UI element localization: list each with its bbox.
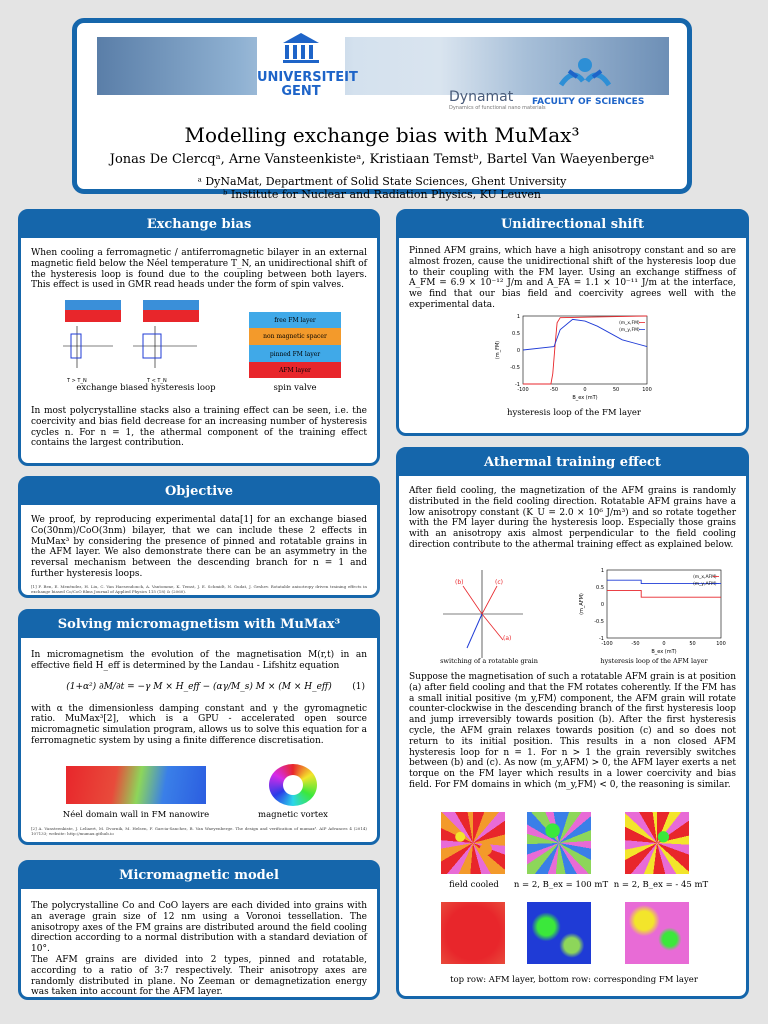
caption: n = 2, B_ex = - 45 mT xyxy=(613,880,709,890)
caption: spin valve xyxy=(273,383,317,393)
panel-title: Objective xyxy=(21,479,377,505)
paragraph: Suppose the magnetisation of such a rotatable AFM grain is at position (a) after field cooling and that the FM rotates coherently. If the FM has a small initial positive ⟨m_y,FM⟩ component, the AFM grain will rotate counter-clockwise in the descending branch of the first hysteresis loop and jump irreversibly towards position (b). After the first hysteresis cycle, the AFM grain relaxes towards position (c) and so does not return to its initial position. This results in a non closed AFM hysteresis loop for n = 1. For n > 1 the grain reversibly switches between (b) and (c). As now ⟨m_y,AFM⟩ > 0, the AFM layer exerts a net torque on the FM layer which results in a lower coercivity and bias field. For FM domains in which ⟨m_y,FM⟩ < 0, the reasoning is similar. xyxy=(409,672,736,790)
paragraph: with α the dimensionless damping constant and γ the gyromagnetic ratio. MuMax³[2], which is a GPU - accelerated open source micromagnetic simulation program, allows us to solve this equation for a ferromagnetic system by using a finite difference discretisation. xyxy=(31,703,367,746)
poster-title: Modelling exchange bias with MuMax³ xyxy=(184,123,580,147)
svg-text:(b): (b) xyxy=(455,579,464,586)
panel-title: Unidirectional shift xyxy=(399,212,746,238)
caption: exchange biased hysteresis loop xyxy=(76,383,216,393)
y-tick-label: 0.5 xyxy=(512,331,520,337)
afm-hysteresis-chart xyxy=(577,566,727,658)
faculty-label: FACULTY OF SCIENCES xyxy=(532,97,645,107)
panel-model xyxy=(18,860,380,1000)
x-tick-label: -100 xyxy=(517,387,529,393)
fm-map-field-cooled xyxy=(441,902,505,964)
afm-map-n2-neg xyxy=(625,812,689,874)
ugent-logo xyxy=(257,31,358,115)
plot-frame xyxy=(523,316,647,384)
paragraph: In micromagnetism the evolution of the magnetisation M(r,t) in an effective field H_eff is determined by the Landau - Lifshitz equation xyxy=(31,650,367,671)
sv-layer: non magnetic spacer xyxy=(249,328,341,345)
caption: top row: AFM layer, bottom row: corresponding FM layer xyxy=(450,975,698,985)
y-tick-label: -1 xyxy=(515,382,520,388)
faculty-logo-icon xyxy=(555,55,615,91)
ugent-building-icon xyxy=(281,31,321,65)
panel-title: Micromagnetic model xyxy=(21,863,377,889)
x-tick-label: -50 xyxy=(631,641,640,647)
caption: Néel domain wall in FM nanowire xyxy=(62,810,210,820)
paragraph: After field cooling, the magnetization of the AFM grains is randomly distributed in the field cooling direction. Rotatable AFM grains have a low anisotropy constant (K_U = 2.0 × 10⁶ J/m³) and so rotate together with the FM layer during the hysteresis loop. Especially those grains with an anisotropy axis almost perpendicular to the field cooling direction contribute to the athermal training effect as explained below. xyxy=(409,486,736,550)
sv-layer: pinned FM layer xyxy=(249,345,341,362)
panel-objective xyxy=(18,476,380,598)
caption: field cooled xyxy=(449,880,499,890)
y-axis-label: ⟨m_FM⟩ xyxy=(495,340,501,360)
y-tick-label: -0.5 xyxy=(594,619,604,625)
ugent-name: UNIVERSITEIT GENT xyxy=(257,70,358,99)
x-tick-label: 0 xyxy=(662,641,666,647)
grain-switching-diagram xyxy=(437,566,527,662)
series-line xyxy=(607,590,721,597)
caption: n = 2, B_ex = 100 mT xyxy=(513,880,609,890)
y-axis-label: ⟨m_AFM⟩ xyxy=(579,593,585,615)
panel-exchange-bias xyxy=(18,209,380,466)
dynamat-logo: Dynamat Dynamics of functional nano materials xyxy=(449,89,546,111)
exchange-bias-diagram xyxy=(63,298,213,386)
fm-hysteresis-chart xyxy=(493,312,653,404)
spin-valve xyxy=(249,312,341,378)
svg-text:T < T_N: T < T_N xyxy=(147,378,167,384)
caption: magnetic vortex xyxy=(258,810,328,820)
paragraph: The polycrystalline Co and CoO layers are each divided into grains with an average grain size of 12 nm using a Voronoi tessellation. The anisotropy axes of the FM grains are distributed around the field cooling direction according to a normal distribution with a standard deviation of 10°. xyxy=(31,901,367,955)
reference: [1] F. Ben, E. Menéndez, H. Liu, C. Van Haesendonck, A. Vantomme, K. Temst, J. E. Schmidt, N. Gudat, J. Geshev. Rotatable anisotropy driven training effects in exchange biased Co/CoO films Journal of Applied Physics 115 (18) & (2060). xyxy=(31,583,367,594)
panel-athermal xyxy=(396,447,749,999)
panel-solving xyxy=(18,609,380,845)
y-tick-label: 1 xyxy=(516,314,520,320)
legend-entry: ⟨m_x,FM⟩ xyxy=(619,321,640,326)
legend-entry: ⟨m_y,AFM⟩ xyxy=(693,582,717,587)
afm-map-field-cooled xyxy=(441,812,505,874)
paragraph: We proof, by reproducing experimental data[1] for an exchange biased Co(30nm)/CoO(3nm) bilayer, that we can include these 2 effects in MuMax³ by considering the presence of pinned and rotatable grains in the AFM layer. We also demonstrate there can be an asymmetry in the reversal mechanism between the descending branch for n = 1 and further hysteresis loops. xyxy=(31,515,367,579)
x-tick-label: 50 xyxy=(612,387,620,393)
x-axis-label: B_ex (mT) xyxy=(572,395,598,401)
paragraph: Pinned AFM grains, which have a high anisotropy constant and so are almost frozen, cause the unidirectional shift of the hysteresis loop due to their coupling with the FM layer. Using an exchange stiffness of A_FM = 6.9 × 10⁻¹² J/m and A_FA = 1.1 × 10⁻¹¹ J/m at the interface, we find that our bias field and coercivity agrees well with the experimental data. xyxy=(409,246,736,310)
caption: hysteresis loop of the FM layer xyxy=(507,408,641,418)
x-tick-label: -100 xyxy=(601,641,613,647)
fm-map-n2-neg xyxy=(625,902,689,964)
panel-title: Athermal training effect xyxy=(399,450,746,476)
caption: switching of a rotatable grain xyxy=(440,657,538,665)
svg-text:(c): (c) xyxy=(495,579,503,586)
y-tick-label: 0 xyxy=(600,602,604,608)
legend-entry: ⟨m_x,AFM⟩ xyxy=(693,575,717,580)
paragraph: When cooling a ferromagnetic / antiferromagnetic bilayer in an external magnetic field below the Néel temperature T_N, an unidirectional shift of the hysteresis loop is found due to the coupling between both layers. This effect is used in GMR read heads under the form of spin valves. xyxy=(31,248,367,291)
reference: [2] A. Vansteenkiste, J. Leliaert, M. Dvornik, M. Helsen, F. Garcia-Sanchez, B. Van Waeyenberge. The design and verification of mumax³. AIP Advances 4 (2014) 107133; website: http://mumax.github.io xyxy=(31,826,367,836)
x-axis-label: B_ex (mT) xyxy=(651,649,677,655)
legend-entry: ⟨m_y,FM⟩ xyxy=(619,328,640,333)
sv-layer: AFM layer xyxy=(249,362,341,378)
panel-unidirectional xyxy=(396,209,749,436)
vortex-image xyxy=(269,764,317,806)
x-tick-label: 100 xyxy=(642,387,652,393)
x-tick-label: 100 xyxy=(716,641,726,647)
svg-text:(a): (a) xyxy=(503,635,512,642)
panel-title: Exchange bias xyxy=(21,212,377,238)
y-tick-label: -1 xyxy=(599,636,604,642)
y-tick-label: 1 xyxy=(600,568,604,574)
x-tick-label: -50 xyxy=(549,387,559,393)
y-tick-label: -0.5 xyxy=(510,365,520,371)
x-tick-label: 0 xyxy=(583,387,587,393)
affiliations: ᵃ DyNaMat, Department of Solid State Sciences, Ghent University ᵇ Institute for Nuclear and Radiation Physics, KU Leuven xyxy=(197,175,567,201)
sv-layer: free FM layer xyxy=(249,312,341,328)
y-tick-label: 0 xyxy=(516,348,520,354)
y-tick-label: 0.5 xyxy=(596,585,604,591)
poster-header xyxy=(72,18,692,201)
paragraph: In most polycrystalline stacks also a training effect can be seen, i.e. the coercivity and bias field decrease for an increasing number of hysteresis cycles n. For n = 1, the athermal component of the training effect contains the largest contribution. xyxy=(31,406,367,449)
panel-title: Solving micromagnetism with MuMax³ xyxy=(21,612,377,638)
paragraph: The AFM grains are divided into 2 types, pinned and rotatable, according to a ratio of 3:7 respectively. Their anisotropy axes are randomly distributed in plane. No Zeeman or demagnetization energy was taken into account for the AFM layer. xyxy=(31,954,367,998)
afm-map-n2-pos xyxy=(527,812,591,874)
fm-map-n2-pos xyxy=(527,902,591,964)
caption: hysteresis loop of the AFM layer xyxy=(600,657,708,665)
authors: Jonas De Clercqᵃ, Arne Vansteenkisteᵃ, Kristiaan Temstᵇ, Bartel Van Waeyenbergeᵃ xyxy=(109,152,655,167)
x-tick-label: 50 xyxy=(689,641,696,647)
ll-equation: (1+α²) ∂M/∂t = −γ M × H_eff − (αγ/M_s) M × (M × H_eff) (1) xyxy=(66,681,365,692)
series-line xyxy=(523,316,647,384)
svg-text:T > T_N: T > T_N xyxy=(67,378,87,384)
neel-wall-image xyxy=(66,766,206,804)
